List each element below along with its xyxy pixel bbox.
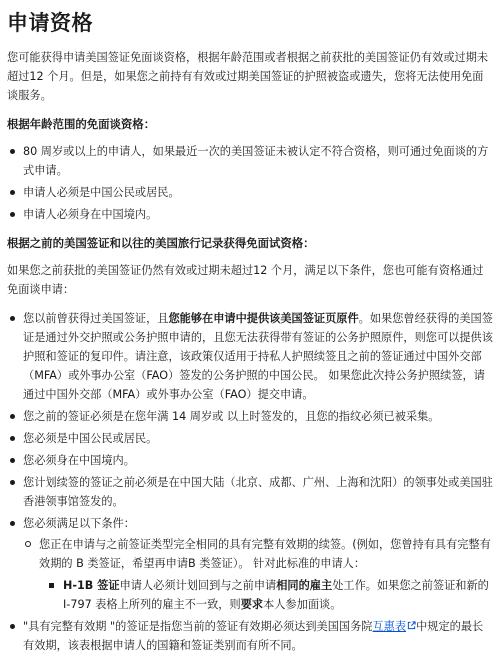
sub-list (23, 535, 493, 614)
list-item: 您必须满足以下条件： 您正在申请与之前签证类型完全相同的具有完整有效期的续签。(例如，您曾持有具有完整有效期的 B 类签证，希望再申请B 类签证）。 针对此标准的申请人： H-1B 签证申请人必须计划回到与之前申请相同的雇主处工作。如果您之前签证和新的 I-797 表格上所列的雇主不一致，则要求本人参加面谈。 (7, 514, 493, 614)
prior-section-heading: 根据之前的美国签证和以往的美国旅行记录获得免面试资格： (7, 236, 315, 250)
intro-paragraph: 您可能获得申请美国签证免面谈资格，根据年龄范围或者根据之前获批的美国签证仍有效或过期未超过12 个月。但是，如果您之前持有有效或过期美国签证的护照被盗或遗失，您将无法使用免面谈服务。 (7, 51, 489, 102)
reciprocity-table-link[interactable]: 互惠表 (372, 620, 407, 633)
page-title: 申请资格 (7, 11, 93, 35)
circle-bullet-icon (25, 541, 31, 547)
list-item: 您之前的签证必须是在您年满 14 周岁或 以上时签发的，且您的指纹必须已被采集。 (7, 407, 493, 426)
list-item: 您必须是中国公民或居民。 (7, 429, 493, 448)
list-item: 80 周岁或以上的申请人，如果最近一次的美国签证未被认定不符合资格，则可通过免面谈的方式申请。 (7, 142, 493, 180)
bullet-icon (10, 521, 15, 526)
bullet-icon (10, 190, 15, 195)
list-item: 申请人必须是中国公民或居民。 (7, 183, 493, 202)
list-item: 您计划续签的签证之前必须是在中国大陆（北京、成都、广州、上海和沈阳）的领事处或美国驻香港领事馆签发的。 (7, 473, 493, 511)
square-bullet-icon (49, 583, 54, 588)
age-criteria-list (7, 142, 493, 224)
sub-sub-list (39, 576, 493, 614)
sub-list-item: 您正在申请与之前签证类型完全相同的具有完整有效期的续签。(例如，您曾持有具有完整有效期的 B 类签证，希望再申请B 类签证）。 针对此标准的申请人： H-1B 签证申请人必须计划回到与之前申请相同的雇主处工作。如果您之前签证和新的 I-797 表格上所列的雇主不一致，则要求本人参加面谈。 (23, 535, 493, 614)
bullet-icon (10, 458, 15, 463)
bullet-icon (10, 624, 15, 629)
list-item: 您必须身在中国境内。 (7, 451, 493, 470)
bullet-icon (10, 212, 15, 217)
list-item: 申请人必须身在中国境内。 (7, 205, 493, 224)
prior-criteria-list (7, 309, 493, 655)
prior-section-intro: 如果您之前获批的美国签证仍然有效或过期未超过12 个月，满足以下条件，您也可能有资格通过免面谈申请： (7, 264, 484, 296)
bullet-icon (10, 414, 15, 419)
external-link-icon[interactable] (407, 621, 416, 630)
list-item: "具有完整有效期 "的签证是指您当前的签证有效期必须达到美国国务院互惠表 中规定的最长有效期，该表根据申请人的国籍和签证类别而有所不同。 (7, 617, 493, 655)
sub-sub-list-item: H-1B 签证申请人必须计划回到与之前申请相同的雇主处工作。如果您之前签证和新的 I-797 表格上所列的雇主不一致，则要求本人参加面谈。 (39, 576, 493, 614)
bullet-icon (10, 316, 15, 321)
list-item: 您以前曾获得过美国签证，且您能够在申请中提供该美国签证页原件。如果您曾经获得的美国签证是通过外交护照或公务护照申请的，且您无法获得带有签证的公务护照原件，则您可以提供该护照和签证的复印件。请注意，该政策仅适用于持私人护照续签且之前的签证通过中国外交部（MFA）或外事办公室（FAO）签发的公务护照的中国公民。 如果您此次持公务护照续签，请通过中国外交部（MFA）或外事办公室（FAO）提交申请。 (7, 309, 493, 404)
bullet-icon (10, 149, 15, 154)
age-section-heading: 根据年龄范围的免面谈资格： (7, 117, 156, 131)
bullet-icon (10, 436, 15, 441)
bullet-icon (10, 480, 15, 485)
